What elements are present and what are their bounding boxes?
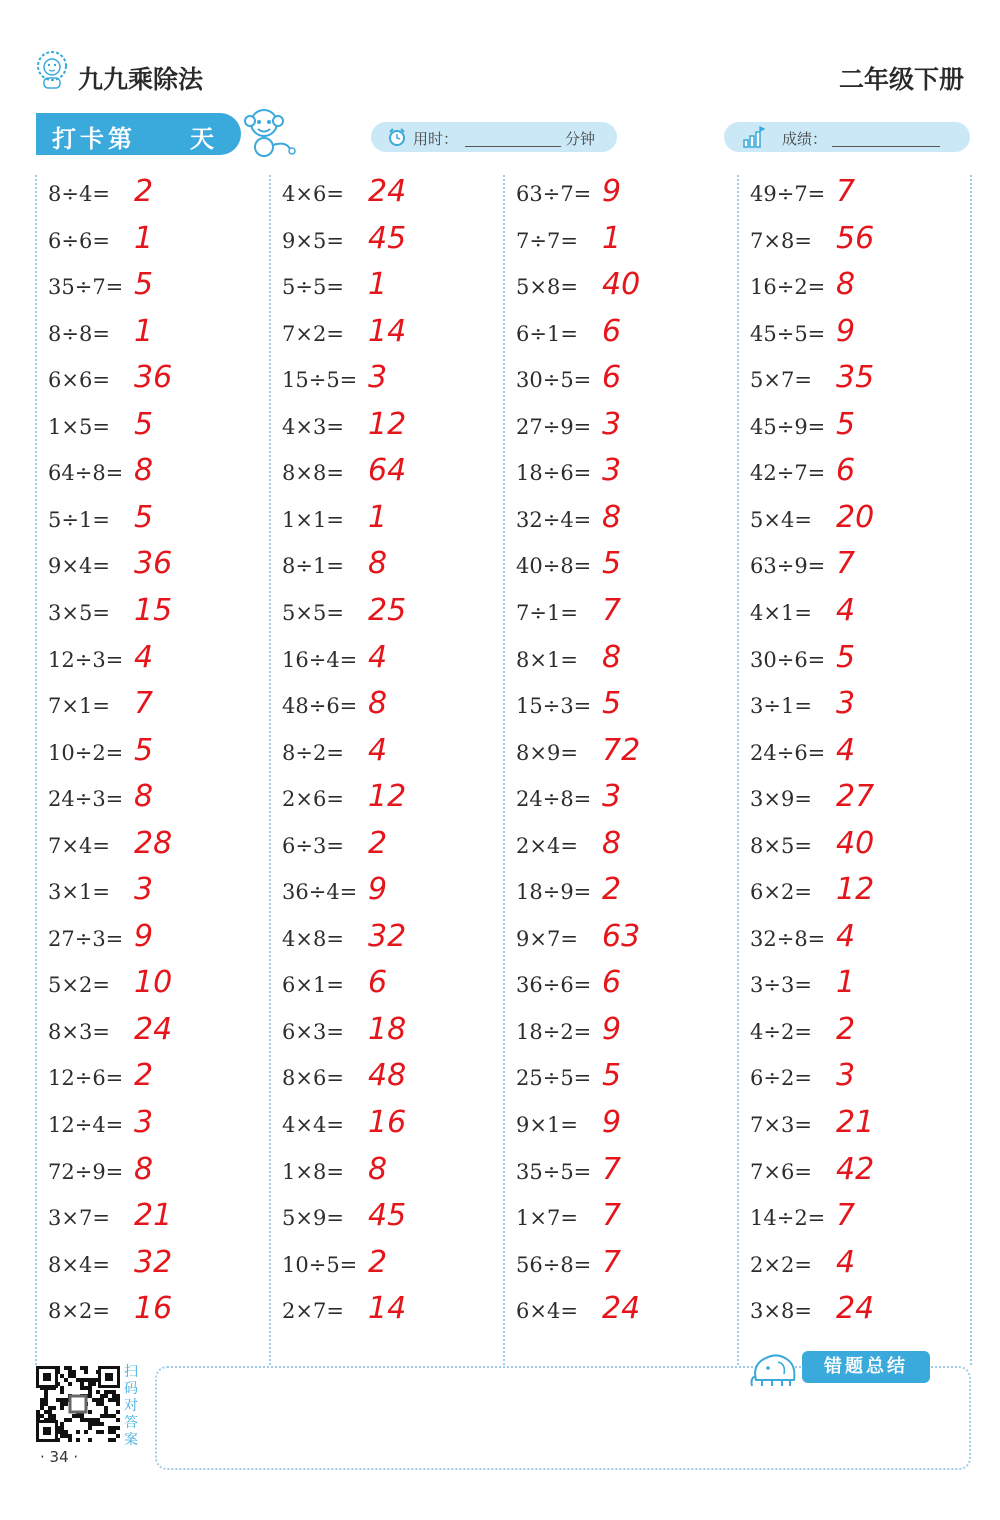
problem-expression: 7×4= <box>48 833 110 858</box>
handwritten-answer[interactable]: 6 <box>602 360 622 396</box>
problem-expression: 2×7= <box>282 1299 344 1324</box>
checkin-suffix: 天 <box>190 125 214 153</box>
handwritten-answer[interactable]: 25 <box>368 592 407 628</box>
handwritten-answer[interactable]: 5 <box>602 686 622 722</box>
problem-expression: 6×2= <box>750 880 812 905</box>
column-divider <box>970 175 972 1365</box>
problem-expression: 6×6= <box>48 368 110 393</box>
handwritten-answer[interactable]: 5 <box>602 546 622 582</box>
handwritten-answer[interactable]: 8 <box>134 779 154 815</box>
elephant-mascot-icon <box>748 1346 804 1388</box>
problem-expression: 16÷2= <box>750 275 826 300</box>
handwritten-answer[interactable]: 32 <box>368 918 407 954</box>
handwritten-answer[interactable]: 32 <box>134 1244 173 1280</box>
handwritten-answer[interactable]: 56 <box>836 220 875 256</box>
handwritten-answer[interactable]: 7 <box>602 1244 622 1280</box>
problem-expression: 16÷4= <box>282 647 358 672</box>
problem-expression: 2×2= <box>750 1252 812 1277</box>
handwritten-answer[interactable]: 5 <box>134 267 154 303</box>
bar-chart-flag-icon <box>742 126 766 148</box>
handwritten-answer[interactable]: 2 <box>836 1011 856 1047</box>
handwritten-answer[interactable]: 3 <box>602 453 622 489</box>
handwritten-answer[interactable]: 8 <box>602 499 622 535</box>
handwritten-answer[interactable]: 24 <box>368 174 407 209</box>
problem-expression: 18÷9= <box>516 880 592 905</box>
problem-expression: 8÷4= <box>48 182 110 206</box>
column-divider <box>35 175 37 1365</box>
problem-expression: 45÷5= <box>750 321 826 346</box>
problem-expression: 6÷2= <box>750 1066 812 1091</box>
problem-expression: 35÷5= <box>516 1159 592 1184</box>
handwritten-answer[interactable]: 9 <box>602 1011 622 1047</box>
problem-expression: 30÷5= <box>516 368 592 393</box>
problem-expression: 27÷3= <box>48 926 124 951</box>
problem-expression: 14÷2= <box>750 1206 826 1231</box>
problem-expression: 36÷6= <box>516 973 592 998</box>
handwritten-answer[interactable]: 45 <box>368 1198 407 1234</box>
book-title: 九九乘除法 <box>78 65 204 94</box>
problem-expression: 7×1= <box>48 694 110 719</box>
handwritten-answer[interactable]: 2 <box>602 872 622 908</box>
problem-expression: 5÷5= <box>282 275 344 300</box>
handwritten-answer[interactable]: 7 <box>602 1151 622 1187</box>
handwritten-answer[interactable]: 4 <box>836 918 856 954</box>
handwritten-answer[interactable]: 5 <box>134 406 154 442</box>
handwritten-answer[interactable]: 6 <box>368 965 388 1001</box>
handwritten-answer[interactable]: 35 <box>836 360 875 396</box>
checkin-prefix: 打卡第 <box>52 125 136 153</box>
handwritten-answer[interactable]: 24 <box>134 1011 173 1047</box>
problem-expression: 3×8= <box>750 1299 812 1324</box>
handwritten-answer[interactable]: 1 <box>836 965 856 1001</box>
problem-expression: 4×8= <box>282 926 344 951</box>
problem-expression: 6×3= <box>282 1019 344 1044</box>
handwritten-answer[interactable]: 5 <box>836 406 856 442</box>
problem-expression: 7×2= <box>282 321 344 346</box>
handwritten-answer[interactable]: 15 <box>134 592 173 628</box>
handwritten-answer[interactable]: 7 <box>134 686 154 722</box>
handwritten-answer[interactable]: 64 <box>368 453 407 489</box>
problem-expression: 48÷6= <box>282 694 358 719</box>
handwritten-answer[interactable]: 2 <box>368 825 388 861</box>
problem-expression: 1×7= <box>516 1206 578 1231</box>
problem-expression: 56÷8= <box>516 1252 592 1277</box>
problem-expression: 4÷2= <box>750 1019 812 1044</box>
qr-code-icon <box>36 1366 120 1442</box>
handwritten-answer[interactable]: 45 <box>368 220 407 256</box>
problem-expression: 63÷7= <box>516 182 592 206</box>
handwritten-answer[interactable]: 12 <box>836 872 875 908</box>
problem-expression: 3÷3= <box>750 973 812 998</box>
problem-expression: 5×5= <box>282 600 344 625</box>
handwritten-answer[interactable]: 4 <box>368 732 388 768</box>
handwritten-answer[interactable]: 21 <box>836 1105 875 1140</box>
alarm-clock-icon <box>387 127 407 147</box>
handwritten-answer[interactable]: 4 <box>368 639 388 675</box>
problem-expression: 15÷3= <box>516 694 592 719</box>
problem-expression: 5×8= <box>516 275 578 300</box>
handwritten-answer[interactable]: 2 <box>134 1058 154 1094</box>
problem-expression: 8÷1= <box>282 554 344 579</box>
handwritten-answer[interactable]: 3 <box>602 779 622 815</box>
handwritten-answer[interactable]: 8 <box>602 639 622 675</box>
problem-expression: 25÷5= <box>516 1066 592 1091</box>
time-field <box>371 122 617 152</box>
problem-expression: 7×6= <box>750 1159 812 1184</box>
problem-expression: 3×1= <box>48 880 110 905</box>
handwritten-answer[interactable]: 16 <box>368 1105 407 1140</box>
problem-expression: 6÷1= <box>516 321 578 346</box>
score-field <box>724 122 970 152</box>
handwritten-answer[interactable]: 12 <box>368 406 407 442</box>
column-divider <box>269 175 271 1365</box>
handwritten-answer[interactable]: 24 <box>836 1291 875 1327</box>
handwritten-answer[interactable]: 5 <box>134 499 154 535</box>
problem-expression: 10÷5= <box>282 1252 358 1277</box>
handwritten-answer[interactable]: 9 <box>836 313 856 349</box>
problem-expression: 27÷9= <box>516 414 592 439</box>
problem-expression: 24÷8= <box>516 787 592 812</box>
problem-expression: 8×8= <box>282 461 344 486</box>
handwritten-answer[interactable]: 2 <box>134 174 154 209</box>
handwritten-answer[interactable]: 10 <box>134 965 173 1001</box>
problem-expression: 8×5= <box>750 833 812 858</box>
handwritten-answer[interactable]: 3 <box>602 406 622 442</box>
handwritten-answer[interactable]: 20 <box>836 499 875 535</box>
problem-expression: 7×3= <box>750 1113 812 1137</box>
problem-expression: 12÷6= <box>48 1066 124 1091</box>
problem-expression: 2×6= <box>282 787 344 812</box>
problem-expression: 24÷3= <box>48 787 124 812</box>
grade-label: 二年级下册 <box>838 65 964 94</box>
handwritten-answer[interactable]: 12 <box>368 779 407 815</box>
time-input-line[interactable] <box>465 146 561 147</box>
scan-answer-text: 扫码对答案 <box>124 1364 138 1448</box>
time-unit: 分钟 <box>565 130 596 148</box>
handwritten-answer[interactable]: 3 <box>134 872 154 908</box>
handwritten-answer[interactable]: 7 <box>836 1198 856 1234</box>
problem-expression: 7÷7= <box>516 228 578 253</box>
handwritten-answer[interactable]: 1 <box>134 220 154 256</box>
problem-expression: 24÷6= <box>750 740 826 765</box>
problem-expression: 9×4= <box>48 554 110 579</box>
handwritten-answer[interactable]: 6 <box>602 965 622 1001</box>
handwritten-answer[interactable]: 3 <box>134 1105 154 1140</box>
handwritten-answer[interactable]: 1 <box>368 499 388 535</box>
problem-expression: 5÷1= <box>48 507 110 532</box>
time-label: 用时： <box>413 130 459 148</box>
problem-expression: 9×5= <box>282 228 344 253</box>
handwritten-answer[interactable]: 21 <box>134 1198 173 1234</box>
lion-logo-icon <box>34 50 70 90</box>
column-divider <box>737 175 739 1365</box>
problem-expression: 45÷9= <box>750 414 826 439</box>
problem-expression: 2×4= <box>516 833 578 858</box>
handwritten-answer[interactable]: 27 <box>836 779 875 815</box>
problem-expression: 9×1= <box>516 1113 578 1137</box>
problem-expression: 8×9= <box>516 740 578 765</box>
problem-expression: 5×7= <box>750 368 812 393</box>
problem-expression: 4×3= <box>282 414 344 439</box>
handwritten-answer[interactable]: 5 <box>134 732 154 768</box>
problem-expression: 63÷9= <box>750 554 826 579</box>
problem-expression: 15÷5= <box>282 368 358 393</box>
problem-expression: 40÷8= <box>516 554 592 579</box>
problem-expression: 6÷3= <box>282 833 344 858</box>
handwritten-answer[interactable]: 40 <box>836 825 875 861</box>
handwritten-answer[interactable]: 3 <box>368 360 388 396</box>
page-number: · 34 · <box>40 1448 79 1466</box>
problem-expression: 5×2= <box>48 973 110 998</box>
problem-expression: 42÷7= <box>750 461 826 486</box>
score-input-line[interactable] <box>832 146 940 147</box>
problem-expression: 6×1= <box>282 973 344 998</box>
problem-expression: 3×7= <box>48 1206 110 1231</box>
score-label: 成绩： <box>782 130 828 148</box>
problem-expression: 72÷9= <box>48 1159 124 1184</box>
column-divider <box>503 175 505 1365</box>
handwritten-answer[interactable]: 4 <box>836 1244 856 1280</box>
handwritten-answer[interactable]: 4 <box>134 639 154 675</box>
problem-expression: 3×5= <box>48 600 110 625</box>
handwritten-answer[interactable]: 1 <box>602 220 622 256</box>
problem-expression: 8÷8= <box>48 321 110 346</box>
handwritten-answer[interactable]: 8 <box>368 686 388 722</box>
handwritten-answer[interactable]: 3 <box>836 1058 856 1094</box>
problem-expression: 5×4= <box>750 507 812 532</box>
checkin-banner <box>36 113 241 155</box>
handwritten-answer[interactable]: 8 <box>368 546 388 582</box>
problem-expression: 8÷2= <box>282 740 344 765</box>
handwritten-answer[interactable]: 36 <box>134 546 173 582</box>
handwritten-answer[interactable]: 8 <box>836 267 856 303</box>
handwritten-answer[interactable]: 7 <box>602 592 622 628</box>
handwritten-answer[interactable]: 72 <box>602 732 641 768</box>
problem-expression: 8×4= <box>48 1252 110 1277</box>
mistake-summary-tag: 错题总结 <box>802 1351 930 1383</box>
problem-expression: 32÷4= <box>516 507 592 532</box>
handwritten-answer[interactable]: 8 <box>134 453 154 489</box>
problem-expression: 36÷4= <box>282 880 358 905</box>
problem-expression: 4×6= <box>282 182 344 206</box>
handwritten-answer[interactable]: 24 <box>602 1291 641 1327</box>
problem-expression: 18÷2= <box>516 1019 592 1044</box>
problem-expression: 30÷6= <box>750 647 826 672</box>
handwritten-answer[interactable]: 42 <box>836 1151 875 1187</box>
handwritten-answer[interactable]: 8 <box>602 825 622 861</box>
handwritten-answer[interactable]: 7 <box>836 546 856 582</box>
handwritten-answer[interactable]: 16 <box>134 1291 173 1327</box>
handwritten-answer[interactable]: 9 <box>368 872 388 908</box>
handwritten-answer[interactable]: 2 <box>368 1244 388 1280</box>
handwritten-answer[interactable]: 3 <box>836 686 856 722</box>
handwritten-answer[interactable]: 4 <box>836 592 856 628</box>
problem-expression: 1×5= <box>48 414 110 439</box>
problem-expression: 9×7= <box>516 926 578 951</box>
problem-expression: 8×1= <box>516 647 578 672</box>
handwritten-answer[interactable]: 48 <box>368 1058 407 1094</box>
problem-expression: 7÷1= <box>516 600 578 625</box>
handwritten-answer[interactable]: 9 <box>134 918 154 954</box>
handwritten-answer[interactable]: 6 <box>602 313 622 349</box>
problem-expression: 3×9= <box>750 787 812 812</box>
handwritten-answer[interactable]: 7 <box>836 174 856 209</box>
problem-expression: 12÷3= <box>48 647 124 672</box>
problem-expression: 8×3= <box>48 1019 110 1044</box>
problem-expression: 4×4= <box>282 1113 344 1137</box>
problem-expression: 6÷6= <box>48 228 110 253</box>
monkey-mascot-icon <box>236 105 298 159</box>
handwritten-answer[interactable]: 7 <box>602 1198 622 1234</box>
problem-expression: 35÷7= <box>48 275 124 300</box>
handwritten-answer[interactable]: 9 <box>602 1105 622 1140</box>
handwritten-answer[interactable]: 14 <box>368 313 407 349</box>
problem-expression: 5×9= <box>282 1206 344 1231</box>
handwritten-answer[interactable]: 8 <box>368 1151 388 1187</box>
problem-expression: 10÷2= <box>48 740 124 765</box>
problem-expression: 1×1= <box>282 507 344 532</box>
handwritten-answer[interactable]: 63 <box>602 918 641 954</box>
handwritten-answer[interactable]: 4 <box>836 732 856 768</box>
problem-expression: 8×6= <box>282 1066 344 1091</box>
problem-expression: 18÷6= <box>516 461 592 486</box>
handwritten-answer[interactable]: 5 <box>602 1058 622 1094</box>
handwritten-answer[interactable]: 28 <box>134 825 173 861</box>
handwritten-answer[interactable]: 1 <box>368 267 388 303</box>
problem-expression: 1×8= <box>282 1159 344 1184</box>
handwritten-answer[interactable]: 18 <box>368 1011 407 1047</box>
handwritten-answer[interactable]: 40 <box>602 267 641 303</box>
problem-expression: 7×8= <box>750 228 812 253</box>
handwritten-answer[interactable]: 6 <box>836 453 856 489</box>
problem-expression: 64÷8= <box>48 461 124 486</box>
problem-expression: 12÷4= <box>48 1113 124 1137</box>
problem-expression: 32÷8= <box>750 926 826 951</box>
handwritten-answer[interactable]: 9 <box>602 174 622 209</box>
problem-expression: 49÷7= <box>750 182 826 206</box>
handwritten-answer[interactable]: 5 <box>836 639 856 675</box>
handwritten-answer[interactable]: 36 <box>134 360 173 396</box>
problem-expression: 8×2= <box>48 1299 110 1324</box>
problem-expression: 3÷1= <box>750 694 812 719</box>
handwritten-answer[interactable]: 14 <box>368 1291 407 1327</box>
problem-expression: 6×4= <box>516 1299 578 1324</box>
handwritten-answer[interactable]: 8 <box>134 1151 154 1187</box>
problem-expression: 4×1= <box>750 600 812 625</box>
handwritten-answer[interactable]: 1 <box>134 313 154 349</box>
